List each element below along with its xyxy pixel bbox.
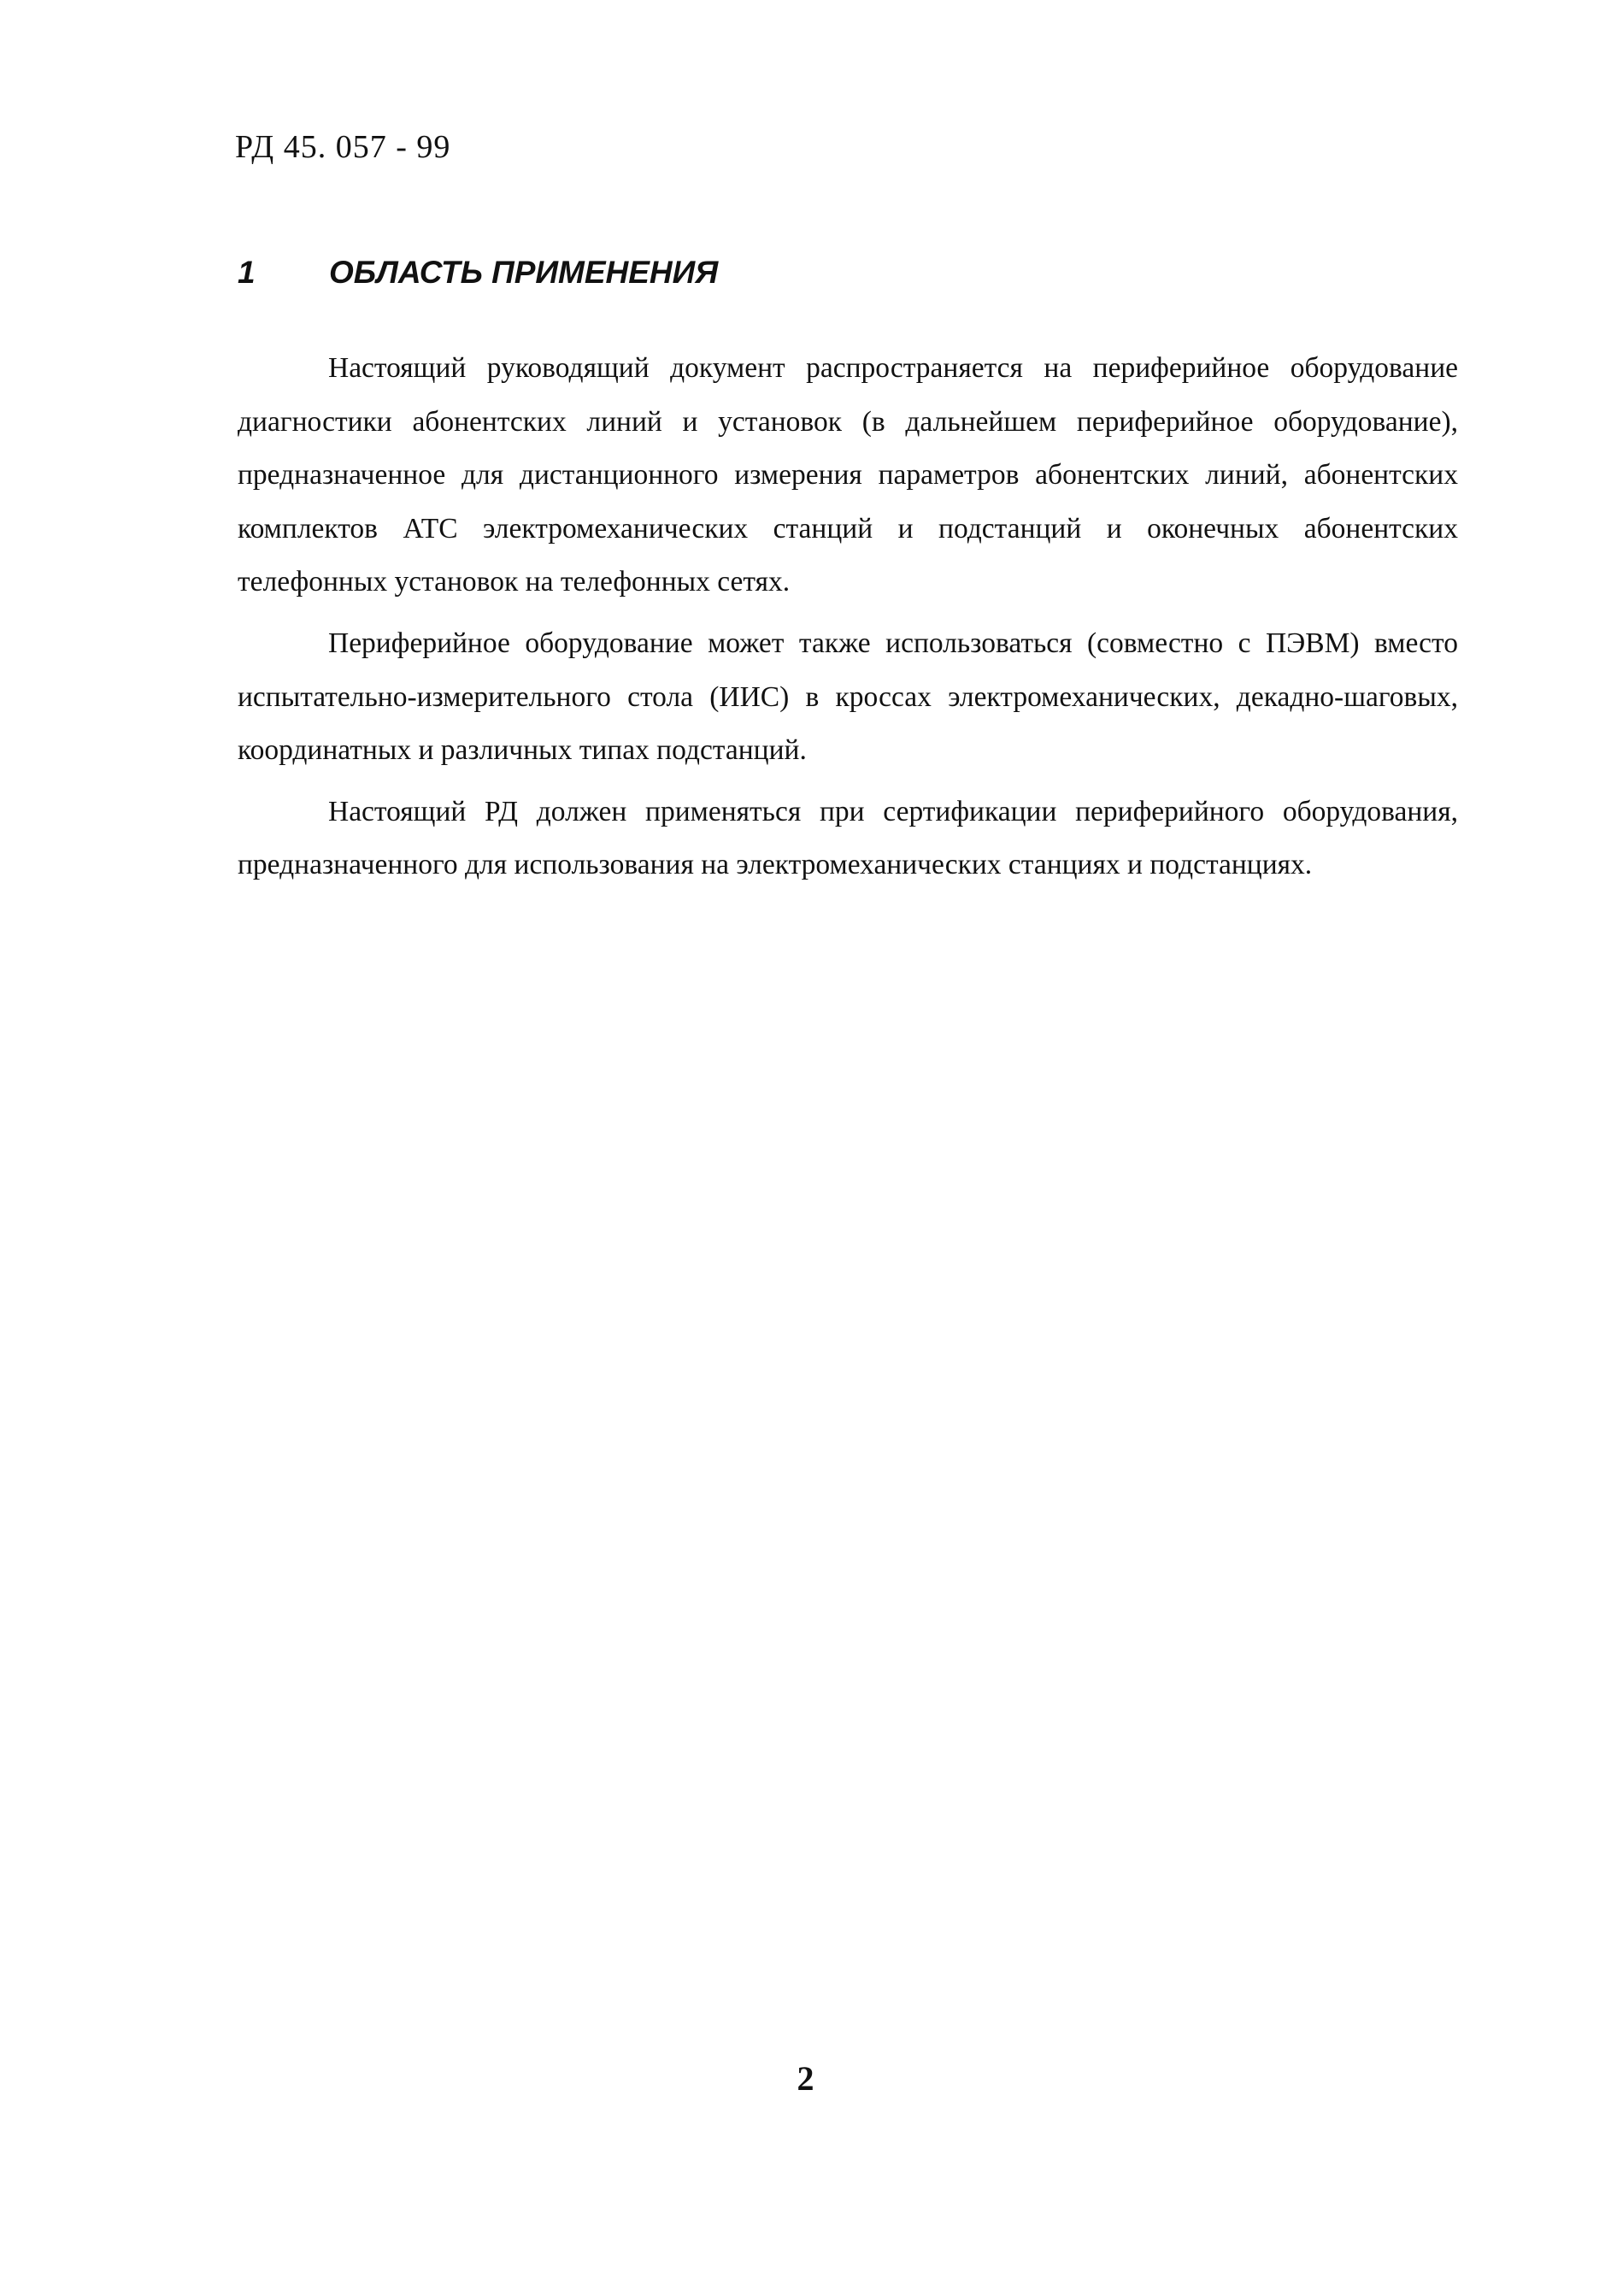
body-text: [238, 342, 1458, 900]
paragraph-scope: Настоящий руководящий документ распространяется на периферийное оборудование диагностики абонентских линий и установок (в дальнейшем периферийное оборудование), предназначенное для дистанционного измерения параметров абонентских линий, абонентских комплектов АТС электромеханических станций и подстанций и оконечных абонентских телефонных установок на телефонных сетях.: [238, 352, 1458, 598]
page-number: 2: [797, 2059, 814, 2098]
paragraph-certification: Настоящий РД должен применяться при сертификации периферийного оборудования, предназначенного для использования на электромеханических станциях и подстанциях.: [238, 795, 1458, 881]
paragraph-usage: Периферийное оборудование может также использоваться (совместно с ПЭВМ) вместо испытательно-измерительного стола (ИИС) в кроссах электромеханических, декадно-шаговых, координатных и различных типах подстанций.: [238, 627, 1458, 767]
document-code: РД 45. 057 - 99: [235, 129, 451, 165]
section-title: ОБЛАСТЬ ПРИМЕНЕНИЯ: [329, 255, 719, 290]
section-heading: [238, 255, 1434, 291]
section-number: 1: [238, 255, 256, 290]
